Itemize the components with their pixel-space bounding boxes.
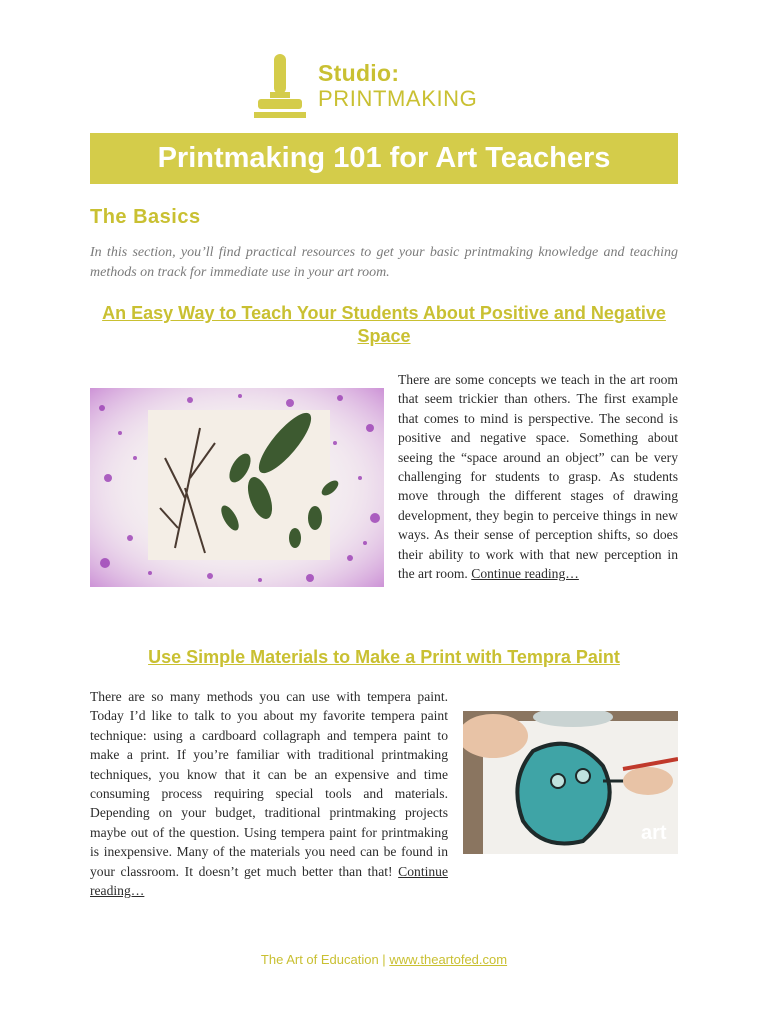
- article-title-positive-negative[interactable]: An Easy Way to Teach Your Students About Positive and Negative Space: [102, 303, 666, 346]
- continue-reading-link[interactable]: Continue reading…: [471, 566, 579, 582]
- svg-text:art: art: [641, 822, 667, 844]
- article-body-text: There are so many methods you can use with tempera paint. Today I’d like to talk to you about my favorite tempera paint technique: using a cardboard collagraph and tempera paint to make a print. If you’re familiar with traditional printmaking techniques, you know that it can be an expensive and time consuming process requiring special tools and materials. Depending on your budget, traditional printmaking projects maybe out of the question. Using tempera paint for printmaking is inexpensive. Many of the materials you need can be found in your classroom. It doesn’t get much better than that!: [90, 689, 448, 879]
- article-body-text: There are some concepts we teach in the art room that seem trickier than others. The first example that comes to mind is perspective. The second is positive and negative space. Something about seeing the “space around an object” can be very challenging for students to grasp. As students move through the different stages of drawing development, they begin to perceive things in new ways. As their sense of perception shifts, so does their ability to work with that new perception in the art room.: [398, 372, 678, 582]
- article-body-tempra-paint: [90, 687, 448, 900]
- footer: [0, 952, 768, 967]
- title-banner: [90, 133, 678, 184]
- leaves-splatter-image: [90, 388, 384, 587]
- footer-text: The Art of Education |: [260, 952, 390, 967]
- article-title-tempra-paint[interactable]: Use Simple Materials to Make a Print with Tempra Paint: [148, 647, 620, 667]
- footer-website-link[interactable]: www.theartofed.com: [389, 952, 508, 967]
- logo-line1: Studio:: [318, 60, 400, 86]
- article-body-positive-negative: [398, 370, 678, 583]
- page-title: Printmaking 101 for Art Teachers: [157, 142, 611, 174]
- child-painting-image: [463, 711, 678, 854]
- brayer-icon: [250, 52, 310, 124]
- logo-line2: PRINTMAKING: [318, 86, 478, 111]
- studio-printmaking-logo: [250, 52, 520, 124]
- continue-reading-link[interactable]: Continue reading…: [90, 863, 448, 899]
- section-intro: In this section, you’ll find practical resources to get your basic printmaking knowledge and teaching methods on track for immediate use in your art room.: [90, 245, 678, 280]
- section-title: The Basics: [90, 206, 201, 228]
